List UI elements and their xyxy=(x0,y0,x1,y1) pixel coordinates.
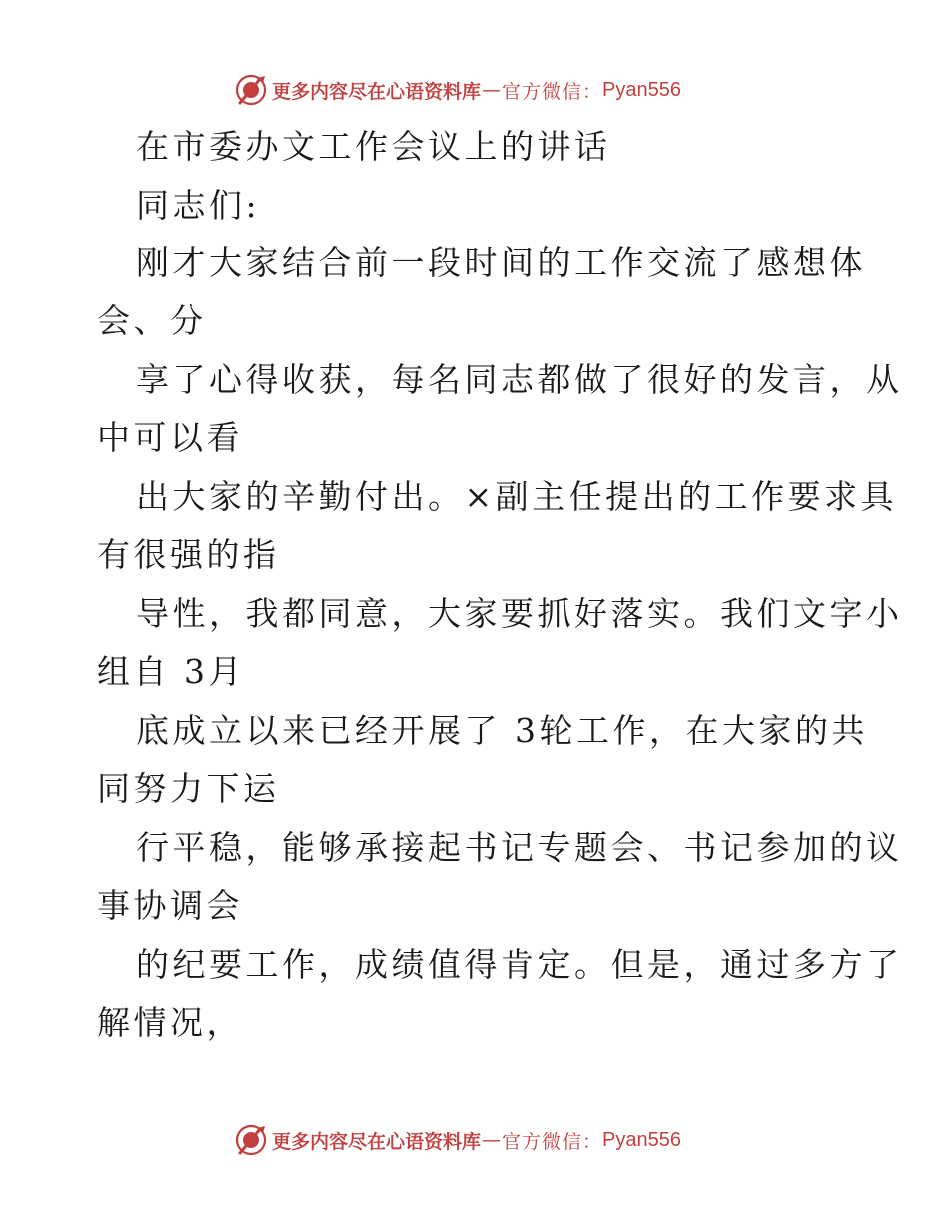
document-line: 中可以看 xyxy=(97,418,243,457)
watermark-sub-text: 官方微信： xyxy=(502,80,603,103)
watermark-dash: — xyxy=(482,1129,502,1151)
watermark-id: Pyan556 xyxy=(602,78,681,101)
watermark-dash: — xyxy=(482,79,502,101)
document-salutation: 同志们: xyxy=(136,186,261,225)
document-line: 刚才大家结合前一段时间的工作交流了感想体 xyxy=(136,243,866,282)
document-line: 享了心得收获，每名同志都做了很好的发言，从 xyxy=(136,360,903,399)
watermark-id: Pyan556 xyxy=(602,1128,681,1151)
footer-watermark xyxy=(234,1123,681,1157)
document-line: 会、分 xyxy=(97,301,207,340)
document-title: 在市委办文工作会议上的讲话 xyxy=(136,127,611,166)
brand-logo-icon xyxy=(234,1123,268,1157)
document-line: 行平稳，能够承接起书记专题会、书记参加的议 xyxy=(136,828,903,867)
document-line: 事协调会 xyxy=(97,886,243,925)
document-line: 导性，我都同意，大家要抓好落实。我们文字小 xyxy=(136,594,903,633)
brand-logo-icon xyxy=(234,73,268,107)
watermark-main-text: 更多内容尽在心语资料库 xyxy=(272,80,482,103)
document-line: 底成立以来已经开展了 3轮工作，在大家的共 xyxy=(136,711,868,750)
document-line: 解情况， xyxy=(97,1003,243,1042)
header-watermark xyxy=(234,73,681,107)
document-line: 的纪要工作，成绩值得肯定。但是，通过多方了 xyxy=(136,945,903,984)
watermark-main-text: 更多内容尽在心语资料库 xyxy=(272,1130,482,1153)
document-line: 出大家的辛勤付出。×副主任提出的工作要求具 xyxy=(136,477,898,516)
document-line: 组自 3月 xyxy=(97,652,245,691)
watermark-sub-text: 官方微信： xyxy=(502,1130,603,1153)
document-line: 同努力下运 xyxy=(97,769,280,808)
document-line: 有很强的指 xyxy=(97,535,280,574)
